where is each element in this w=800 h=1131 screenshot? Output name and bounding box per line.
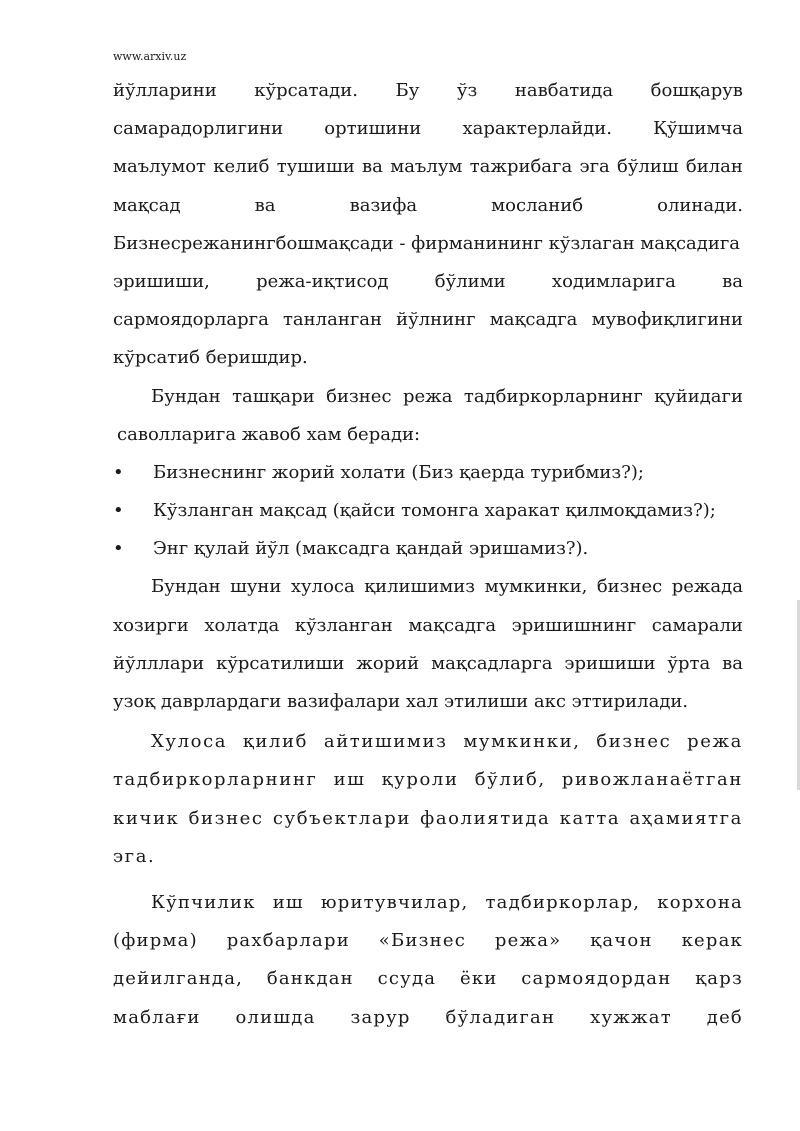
word: сармоядордан: [521, 968, 672, 990]
text-line-2: [113, 110, 743, 148]
word: тадбиркорларнинг: [463, 385, 643, 407]
list-item-text: Бизнеснинг жорий холати (Биз қаерда турибмиз?);: [153, 461, 644, 483]
text-line-10: саволларига жавоб хам беради:: [117, 423, 421, 445]
word: ва: [254, 194, 276, 216]
word: Бу: [395, 80, 420, 101]
word: (фирма): [113, 930, 198, 952]
word: ўз: [456, 80, 478, 101]
word: самарали: [651, 614, 743, 636]
word: характерлайди.: [462, 118, 612, 140]
bullet-icon: •: [113, 538, 124, 560]
word: мақсадларга: [431, 652, 553, 674]
word: тушиши: [276, 156, 355, 178]
word: эришишнинг: [511, 614, 637, 636]
text-line-11: [113, 568, 743, 606]
word: дейилганда,: [113, 968, 244, 990]
word: ва: [722, 270, 743, 292]
word: вазифа: [349, 194, 418, 216]
word: бизнес: [596, 576, 663, 598]
word: маълумот: [113, 156, 207, 178]
word: Кўпчилик: [151, 891, 256, 913]
word: ривожланаётган: [561, 769, 743, 791]
word: бўладиган: [445, 1006, 556, 1028]
text-line-14: узоқ даврлардаги вазифалари хал этилиши акс эттирилади.: [113, 691, 689, 712]
bullet-icon: •: [113, 461, 124, 483]
word: Хулоса: [151, 731, 228, 753]
word: маблағи: [113, 1006, 201, 1028]
word: субъектлари: [272, 807, 411, 829]
text-line-12: [113, 607, 743, 645]
word: эришиши: [564, 652, 656, 674]
list-item: [113, 492, 743, 530]
word: мувофиқлигини: [591, 309, 743, 331]
text-line-5: Бизнесрежанингбошмақсади - фирманининг кўзлаган мақсадига: [113, 232, 741, 254]
word: олинади.: [657, 194, 743, 216]
word: қуйидаги: [654, 385, 743, 407]
word: мақсадга: [408, 614, 497, 636]
text-line-6: [113, 263, 743, 301]
word: йўлларини: [113, 80, 217, 101]
word: мосланиб: [491, 194, 584, 216]
word: тажрибага: [469, 156, 573, 178]
word: хужжат: [590, 1006, 672, 1028]
word: қилишимиз: [364, 576, 476, 598]
word: кичик: [113, 807, 180, 829]
word: мумкинки,: [463, 731, 581, 753]
list-item: [113, 454, 743, 492]
word: қуроли: [381, 769, 459, 791]
word: корхона: [657, 891, 743, 913]
text-line-3: [113, 148, 743, 186]
word: иш: [333, 769, 366, 791]
document-body: [113, 72, 743, 1037]
word: режада: [671, 576, 743, 598]
word: бизнес: [596, 731, 672, 753]
word: ходимларига: [551, 270, 676, 292]
word: режа-иқтисод: [256, 270, 389, 292]
list-item: [113, 530, 743, 568]
word: эга: [579, 156, 610, 178]
word: кўзланган: [294, 614, 393, 636]
word: йўлнинг: [396, 309, 476, 331]
word: эришиши,: [113, 270, 210, 292]
word: ва: [722, 652, 743, 674]
word: бўлиб,: [474, 769, 546, 791]
word: аҳамиятга: [629, 807, 743, 829]
word: билан: [685, 156, 743, 178]
word: сармоядорларга: [113, 309, 269, 331]
word: келиб: [213, 156, 270, 178]
word: банкдан: [266, 968, 354, 990]
word: қилиб: [242, 731, 309, 753]
word: қачон: [590, 930, 653, 952]
word: бизнес: [188, 807, 264, 829]
text-line-7: [113, 301, 743, 339]
word: ссуда: [377, 968, 437, 990]
word: мумкинки,: [484, 576, 588, 598]
text-line-20: [113, 922, 743, 960]
text-line-22: [113, 999, 743, 1037]
word: мақсад: [113, 194, 181, 216]
word: режа»: [494, 930, 562, 952]
word: тадбиркорлар,: [485, 891, 641, 913]
word: ва: [362, 156, 383, 178]
word: хулоса: [290, 576, 355, 598]
word: бизнес: [326, 385, 392, 407]
word: айтишимиз: [323, 731, 448, 753]
text-line-21: [113, 960, 743, 998]
word: бошқарув: [650, 80, 743, 101]
site-header: www.arxiv.uz: [113, 50, 187, 63]
text-line-19: [113, 884, 743, 922]
word: мақсадга: [489, 309, 578, 331]
text-line-15: [113, 723, 743, 761]
word: рахбарлари: [226, 930, 350, 952]
text-line-4: [113, 187, 743, 225]
word: режа: [402, 385, 453, 407]
word: танланган: [282, 309, 382, 331]
word: холатда: [204, 614, 280, 636]
word: «Бизнес: [378, 930, 466, 952]
word: катта: [559, 807, 621, 829]
word: қарз: [695, 968, 743, 990]
word: зарур: [350, 1006, 411, 1028]
word: хозирги: [113, 614, 189, 636]
list-item-text: Кўзланган мақсад (қайси томонга харакат қилмоқдамиз?);: [153, 500, 716, 522]
word: бўлиш: [617, 156, 679, 178]
word: навбатида: [514, 80, 614, 101]
word: ташқари: [232, 385, 315, 407]
word: олишда: [235, 1006, 316, 1028]
word: деб: [706, 1006, 743, 1028]
word: ўрта: [667, 652, 711, 674]
text-line-18: эга.: [113, 845, 156, 867]
word: керак: [681, 930, 743, 952]
word: бўлими: [434, 270, 506, 292]
word: жорий: [356, 652, 420, 674]
word: маълум: [390, 156, 463, 178]
text-line-13: [113, 645, 743, 683]
word: ортишини: [324, 118, 422, 140]
text-line-9: [113, 378, 743, 416]
word: Қўшимча: [653, 118, 743, 140]
word: тадбиркорларнинг: [113, 769, 318, 791]
word: иш: [272, 891, 304, 913]
bullet-icon: •: [113, 500, 124, 522]
word: юритувчилар,: [320, 891, 469, 913]
word: ёки: [459, 968, 498, 990]
word: кўрсатади.: [254, 80, 358, 101]
word: фаолиятида: [420, 807, 551, 829]
word: кўрсатилиши: [216, 652, 345, 674]
list-item-text: Энг қулай йўл (максадга қандай эришамиз?).: [153, 538, 589, 560]
text-line-1: [113, 72, 743, 110]
word: Бундан: [151, 576, 221, 598]
word: йўлллари: [113, 652, 205, 674]
word: шуни: [230, 576, 282, 598]
text-line-8: кўрсатиб беришдир.: [113, 347, 308, 369]
word: режа: [687, 731, 743, 753]
text-line-17: [113, 800, 743, 838]
text-line-16: [113, 761, 743, 799]
word: Бундан: [151, 385, 221, 407]
word: самарадорлигини: [113, 118, 284, 140]
